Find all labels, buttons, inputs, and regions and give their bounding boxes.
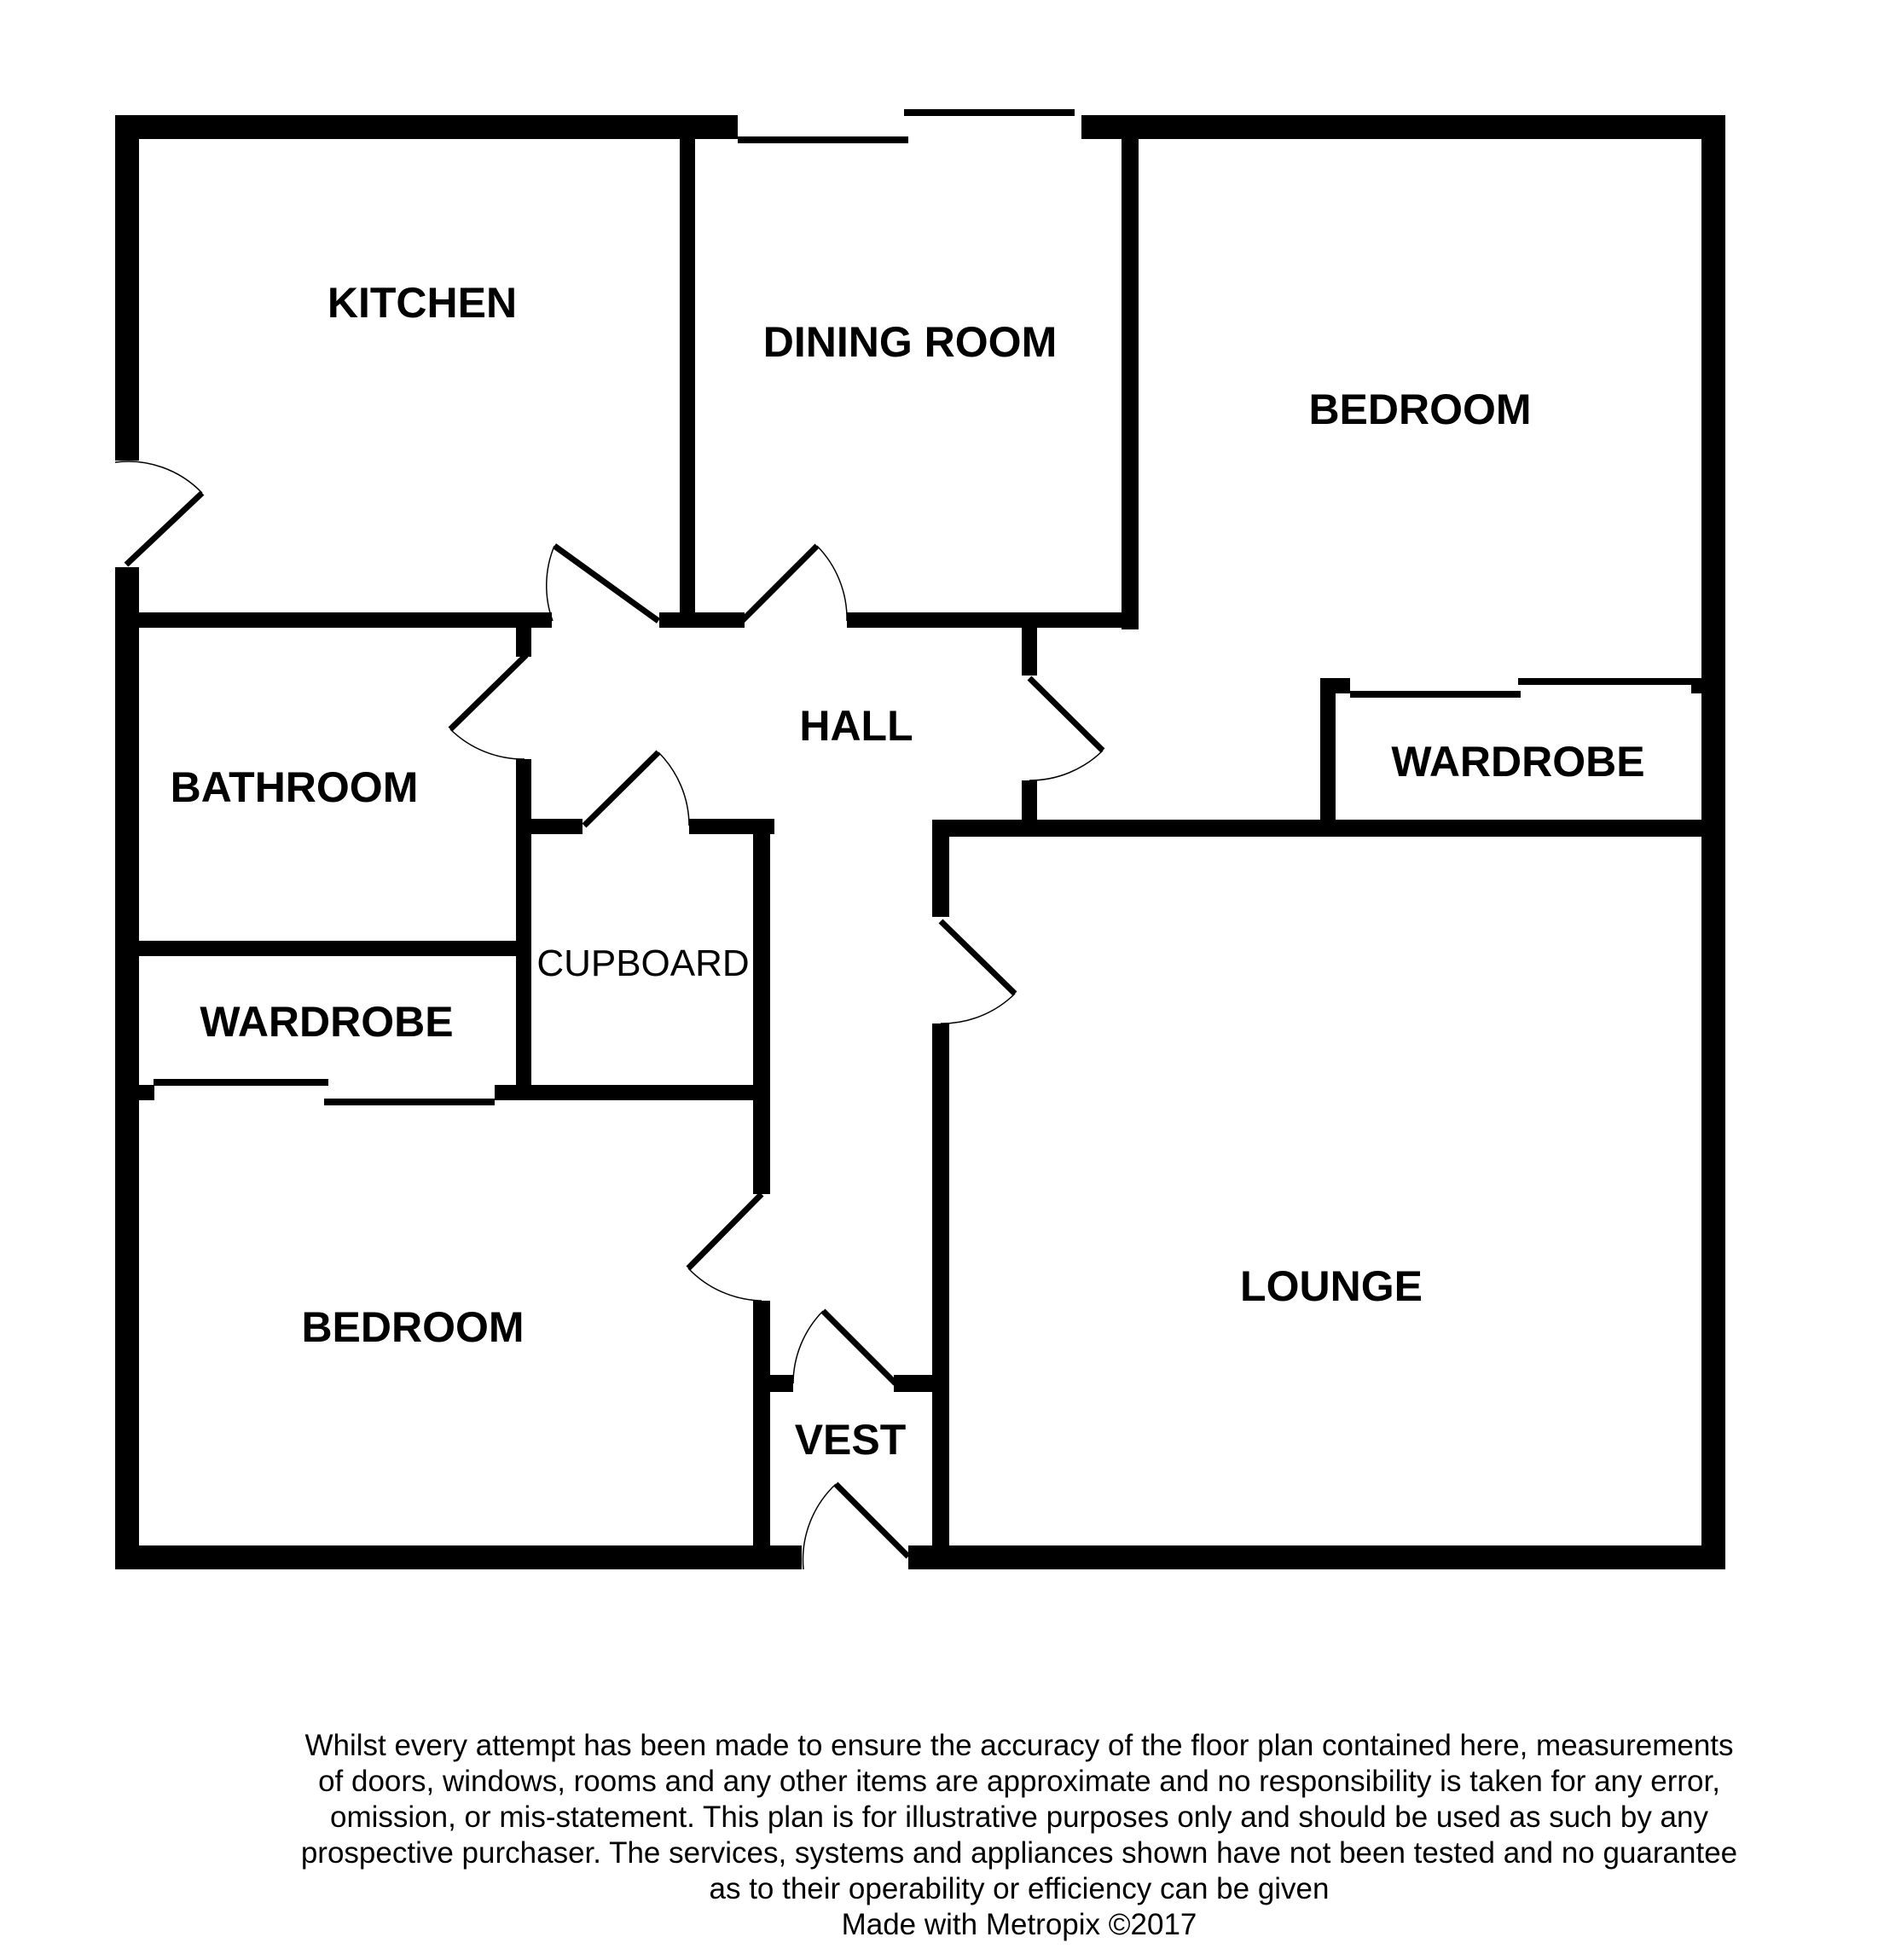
door-vest-inner (793, 1311, 896, 1383)
wall-left-upper (115, 115, 139, 461)
wall-wardrobe2-stub-right (1691, 678, 1704, 693)
disclaimer-line: prospective purchaser. The services, systems and appliances shown have not been tested and no guarantee (300, 1836, 1738, 1870)
wall-bottom-left (115, 1545, 802, 1569)
door-kitchen-external (115, 461, 202, 565)
wall-hall-right-top (932, 823, 949, 917)
wall-cupboard-left (516, 819, 531, 1092)
label-kitchen: KITCHEN (327, 279, 518, 327)
disclaimer (247, 1728, 1791, 1943)
label-vest: VEST (794, 1416, 907, 1464)
wall-bathroom-bottom (128, 941, 520, 956)
wall-kitchen-bottom-stub (659, 612, 745, 628)
wall-top-left (115, 115, 738, 139)
door-kitchen (547, 546, 658, 621)
door-front (803, 1484, 908, 1569)
wall-vest-right-stub (894, 1375, 945, 1392)
label-lounge: LOUNGE (1240, 1262, 1423, 1310)
room-labels (171, 279, 1645, 1464)
door-dining (742, 546, 847, 621)
wall-hall-left-lower (753, 1301, 770, 1557)
label-bathroom: BATHROOM (170, 763, 419, 811)
wall-wardrobe-bottom-stub-left (139, 1085, 154, 1100)
wall-bedroom1-stub-top (1022, 623, 1037, 676)
wall-bottom-right (908, 1545, 1725, 1569)
wall-dining-bedroom (1122, 128, 1139, 629)
door-bathroom (450, 655, 526, 759)
slider-wardrobe2-a (1350, 691, 1521, 698)
label-bedroom-2: BEDROOM (301, 1303, 525, 1351)
wall-cupboard-top-left (531, 819, 583, 834)
window-dining-2 (904, 109, 1075, 116)
label-wardrobe-2: WARDROBE (200, 998, 454, 1046)
disclaimer-line: Whilst every attempt has been made to ensure the accuracy of the floor plan contained here, measurements (304, 1729, 1734, 1762)
slider-wardrobe1-b (324, 1099, 495, 1105)
wall-dining-bottom (847, 612, 1139, 628)
label-bedroom-1: BEDROOM (1308, 386, 1532, 433)
door-bedroom-1 (1029, 678, 1103, 780)
wall-kitchen-dining (680, 128, 695, 623)
label-wardrobe-1: WARDROBE (1391, 738, 1645, 786)
wall-hall-left (753, 819, 770, 1194)
window-dining-1 (738, 136, 908, 143)
wall-wardrobe-bottom-right (495, 1085, 759, 1100)
disclaimer-line: as to their operability or efficiency can be given (709, 1872, 1330, 1905)
slider-wardrobe2-b (1518, 678, 1693, 685)
door-bedroom-2 (688, 1194, 762, 1301)
door-cupboard (584, 752, 689, 826)
wall-kitchen-bottom (128, 612, 552, 628)
wall-right (1701, 115, 1725, 1569)
wall-vest-left-stub (763, 1375, 793, 1392)
label-cupboard: CUPBOARD (536, 942, 750, 984)
label-dining-room: DINING ROOM (762, 318, 1058, 366)
wall-bathroom-right-top (516, 623, 531, 657)
credit: Made with Metropix ©2017 (841, 1908, 1197, 1941)
wall-left-lower (115, 567, 139, 1569)
wall-wardrobe2-stub-left (1320, 678, 1350, 693)
label-hall: HALL (799, 702, 913, 750)
wall-wardrobe2-left (1320, 678, 1336, 832)
disclaimer-line: omission, or mis-statement. This plan is for illustrative purposes only and should be used as such by any (330, 1801, 1708, 1834)
wall-hall-right (932, 1023, 949, 1561)
door-lounge (941, 921, 1015, 1023)
disclaimer-line: of doors, windows, rooms and any other items are approximate and no responsibility is taken for any error, (318, 1765, 1720, 1798)
wall-top-right (1081, 115, 1725, 139)
slider-wardrobe1-a (154, 1079, 328, 1086)
